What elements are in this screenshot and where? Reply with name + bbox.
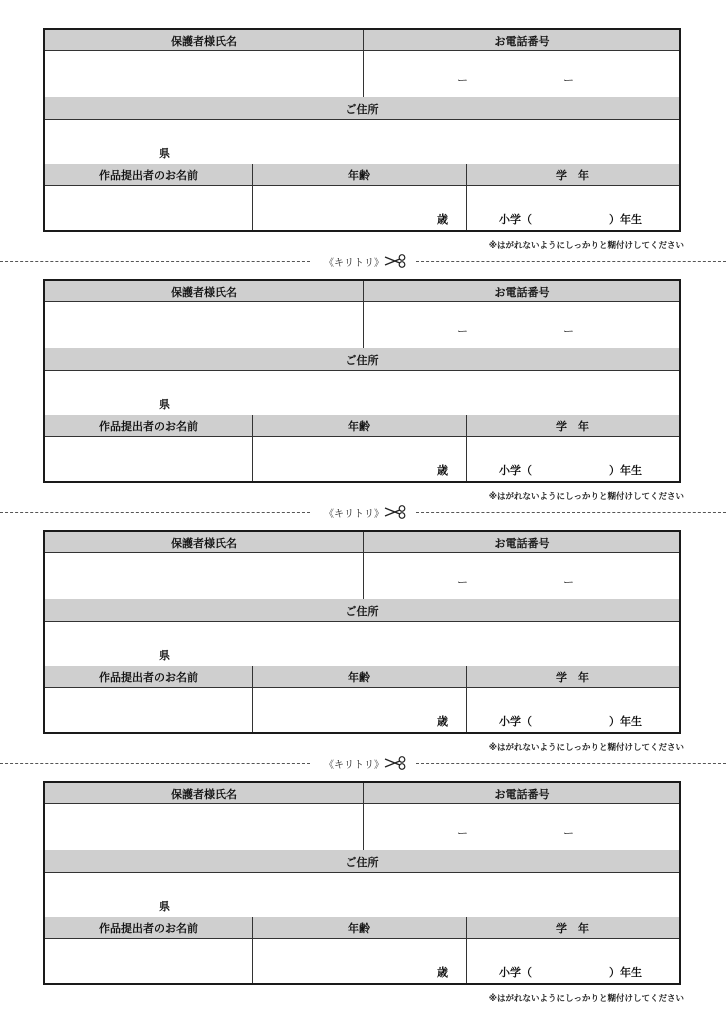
guardian-phone-header-row (45, 281, 679, 302)
column-divider (466, 436, 467, 481)
age-label: 年齢 (348, 922, 370, 935)
guardian-phone-input-row (45, 50, 679, 98)
guardian-name-label: 保護者様氏名 (171, 788, 237, 801)
age-field[interactable] (253, 436, 466, 481)
column-divider (363, 301, 364, 348)
dashed-line (0, 512, 310, 513)
scissors-icon (384, 254, 408, 268)
phone-field[interactable] (364, 803, 679, 850)
prefecture-suffix: 県 (159, 147, 170, 160)
column-divider (466, 938, 467, 983)
address-input-row[interactable] (45, 621, 679, 667)
age-field[interactable] (253, 687, 466, 732)
author-name-label: 作品提出者のお名前 (99, 420, 198, 433)
address-label: ご住所 (345, 605, 379, 618)
column-divider (252, 164, 253, 185)
guardian-name-field[interactable] (45, 50, 363, 97)
grade-prefix: 小学（ (499, 715, 532, 728)
column-divider (466, 185, 467, 230)
author-name-label: 作品提出者のお名前 (99, 671, 198, 684)
glue-note: ※はがれないようにしっかりと糊付けしてください (488, 492, 684, 502)
author-name-field[interactable] (45, 938, 252, 983)
age-label: 年齢 (348, 671, 370, 684)
scissors-icon (384, 756, 408, 770)
age-unit: 歳 (437, 715, 448, 728)
entry-form (43, 28, 681, 232)
address-input-row[interactable] (45, 370, 679, 416)
column-divider (252, 687, 253, 732)
author-name-label: 作品提出者のお名前 (99, 169, 198, 182)
glue-note: ※はがれないようにしっかりと糊付けしてください (488, 994, 684, 1004)
grade-suffix: ）年生 (609, 213, 642, 226)
address-label: ご住所 (345, 103, 379, 116)
column-divider (363, 281, 364, 301)
author-input-row (45, 938, 679, 983)
column-divider (252, 185, 253, 230)
dashed-line (416, 763, 726, 764)
grade-label: 学 年 (556, 671, 589, 684)
address-header-row (45, 97, 679, 120)
grade-prefix: 小学（ (499, 966, 532, 979)
grade-prefix: 小学（ (499, 213, 532, 226)
grade-label: 学 年 (556, 169, 589, 182)
glue-note: ※はがれないようにしっかりと糊付けしてください (488, 241, 684, 251)
column-divider (363, 532, 364, 552)
phone-separator-2: ー (563, 827, 574, 840)
column-divider (466, 666, 467, 687)
age-label: 年齢 (348, 169, 370, 182)
column-divider (466, 687, 467, 732)
cut-line (0, 505, 726, 519)
guardian-phone-input-row (45, 301, 679, 349)
column-divider (252, 666, 253, 687)
prefecture-suffix: 県 (159, 649, 170, 662)
dashed-line (416, 512, 726, 513)
column-divider (466, 164, 467, 185)
phone-field[interactable] (364, 50, 679, 97)
grade-label: 学 年 (556, 420, 589, 433)
address-input-row[interactable] (45, 119, 679, 165)
cut-line-label: 《キリトリ》 (324, 760, 384, 771)
guardian-name-field[interactable] (45, 301, 363, 348)
phone-label: お電話番号 (494, 537, 550, 550)
entry-form (43, 781, 681, 985)
age-unit: 歳 (437, 966, 448, 979)
cut-line (0, 756, 726, 770)
age-unit: 歳 (437, 464, 448, 477)
phone-field[interactable] (364, 301, 679, 348)
cut-line-label: 《キリトリ》 (324, 258, 384, 269)
phone-separator-2: ー (563, 74, 574, 87)
phone-separator-1: ー (457, 74, 468, 87)
column-divider (466, 917, 467, 938)
author-header-row (45, 415, 679, 437)
phone-label: お電話番号 (494, 35, 550, 48)
column-divider (252, 436, 253, 481)
phone-separator-1: ー (457, 325, 468, 338)
phone-separator-1: ー (457, 827, 468, 840)
grade-suffix: ）年生 (609, 715, 642, 728)
guardian-phone-header-row (45, 783, 679, 804)
grade-prefix: 小学（ (499, 464, 532, 477)
column-divider (363, 803, 364, 850)
prefecture-suffix: 県 (159, 398, 170, 411)
guardian-name-label: 保護者様氏名 (171, 35, 237, 48)
column-divider (363, 552, 364, 599)
grade-label: 学 年 (556, 922, 589, 935)
author-name-field[interactable] (45, 687, 252, 732)
age-field[interactable] (253, 185, 466, 230)
address-label: ご住所 (345, 856, 379, 869)
author-header-row (45, 164, 679, 186)
prefecture-suffix: 県 (159, 900, 170, 913)
phone-label: お電話番号 (494, 788, 550, 801)
dashed-line (0, 261, 310, 262)
entry-form (43, 279, 681, 483)
author-input-row (45, 436, 679, 481)
guardian-phone-header-row (45, 532, 679, 553)
guardian-name-label: 保護者様氏名 (171, 537, 237, 550)
phone-separator-2: ー (563, 325, 574, 338)
guardian-phone-header-row (45, 30, 679, 51)
age-unit: 歳 (437, 213, 448, 226)
glue-note: ※はがれないようにしっかりと糊付けしてください (488, 743, 684, 753)
grade-suffix: ）年生 (609, 966, 642, 979)
address-header-row (45, 599, 679, 622)
column-divider (252, 415, 253, 436)
author-input-row (45, 185, 679, 230)
entry-form (43, 530, 681, 734)
column-divider (252, 938, 253, 983)
dashed-line (416, 261, 726, 262)
guardian-name-field[interactable] (45, 803, 363, 850)
age-field[interactable] (253, 938, 466, 983)
phone-separator-1: ー (457, 576, 468, 589)
address-input-row[interactable] (45, 872, 679, 918)
author-header-row (45, 666, 679, 688)
column-divider (363, 783, 364, 803)
author-name-field[interactable] (45, 185, 252, 230)
phone-separator-2: ー (563, 576, 574, 589)
guardian-phone-input-row (45, 552, 679, 600)
age-label: 年齢 (348, 420, 370, 433)
address-label: ご住所 (345, 354, 379, 367)
dashed-line (0, 763, 310, 764)
guardian-name-label: 保護者様氏名 (171, 286, 237, 299)
author-header-row (45, 917, 679, 939)
address-header-row (45, 348, 679, 371)
column-divider (363, 30, 364, 50)
guardian-phone-input-row (45, 803, 679, 851)
cut-line (0, 254, 726, 268)
column-divider (466, 415, 467, 436)
author-name-field[interactable] (45, 436, 252, 481)
address-header-row (45, 850, 679, 873)
cut-line-label: 《キリトリ》 (324, 509, 384, 520)
column-divider (252, 917, 253, 938)
phone-field[interactable] (364, 552, 679, 599)
scissors-icon (384, 505, 408, 519)
grade-suffix: ）年生 (609, 464, 642, 477)
author-input-row (45, 687, 679, 732)
column-divider (363, 50, 364, 97)
phone-label: お電話番号 (494, 286, 550, 299)
guardian-name-field[interactable] (45, 552, 363, 599)
author-name-label: 作品提出者のお名前 (99, 922, 198, 935)
